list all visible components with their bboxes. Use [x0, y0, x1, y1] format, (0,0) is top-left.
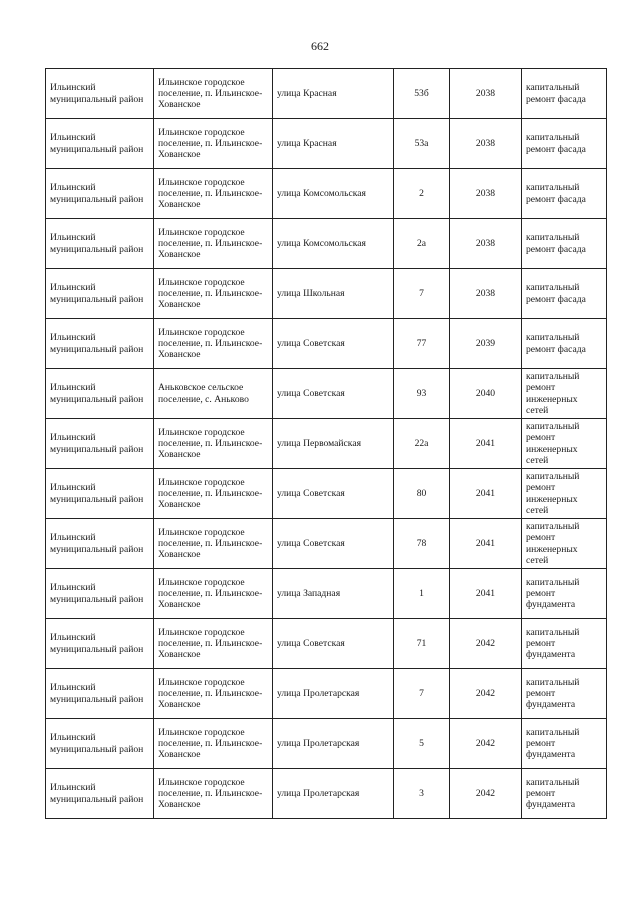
settlement-cell: Ильинское городское поселение, п. Ильинское-Хованское: [154, 519, 273, 569]
house-number-cell: 71: [394, 619, 450, 669]
year-cell: 2042: [450, 619, 522, 669]
table-row: [46, 669, 607, 719]
work-type-cell: капитальный ремонт инженерных сетей: [522, 469, 607, 519]
street-cell: улица Красная: [273, 119, 394, 169]
district-cell: Ильинский муниципальный район: [46, 519, 154, 569]
street-cell: улица Западная: [273, 569, 394, 619]
house-number-cell: 22а: [394, 419, 450, 469]
work-type-cell: капитальный ремонт фасада: [522, 169, 607, 219]
house-number-cell: 53а: [394, 119, 450, 169]
year-cell: 2038: [450, 69, 522, 119]
work-type-cell: капитальный ремонт фасада: [522, 269, 607, 319]
table-row: [46, 469, 607, 519]
district-cell: Ильинский муниципальный район: [46, 619, 154, 669]
table-row: [46, 119, 607, 169]
house-number-cell: 3: [394, 769, 450, 819]
work-type-cell: капитальный ремонт фасада: [522, 319, 607, 369]
settlement-cell: Ильинское городское поселение, п. Ильинское-Хованское: [154, 119, 273, 169]
house-number-cell: 93: [394, 369, 450, 419]
table-row: [46, 769, 607, 819]
street-cell: улица Школьная: [273, 269, 394, 319]
work-type-cell: капитальный ремонт фундамента: [522, 619, 607, 669]
table-row: [46, 319, 607, 369]
district-cell: Ильинский муниципальный район: [46, 269, 154, 319]
table-row: [46, 619, 607, 669]
settlement-cell: Ильинское городское поселение, п. Ильинское-Хованское: [154, 569, 273, 619]
table-row: [46, 169, 607, 219]
street-cell: улица Советская: [273, 519, 394, 569]
year-cell: 2042: [450, 669, 522, 719]
house-number-cell: 77: [394, 319, 450, 369]
work-type-cell: капитальный ремонт инженерных сетей: [522, 519, 607, 569]
district-cell: Ильинский муниципальный район: [46, 419, 154, 469]
year-cell: 2038: [450, 169, 522, 219]
year-cell: 2038: [450, 219, 522, 269]
street-cell: улица Советская: [273, 469, 394, 519]
street-cell: улица Красная: [273, 69, 394, 119]
house-number-cell: 78: [394, 519, 450, 569]
district-cell: Ильинский муниципальный район: [46, 119, 154, 169]
settlement-cell: Ильинское городское поселение, п. Ильинское-Хованское: [154, 469, 273, 519]
street-cell: улица Советская: [273, 319, 394, 369]
settlement-cell: Ильинское городское поселение, п. Ильинское-Хованское: [154, 69, 273, 119]
work-type-cell: капитальный ремонт инженерных сетей: [522, 419, 607, 469]
table-row: [46, 419, 607, 469]
district-cell: Ильинский муниципальный район: [46, 469, 154, 519]
settlement-cell: Ильинское городское поселение, п. Ильинское-Хованское: [154, 219, 273, 269]
work-type-cell: капитальный ремонт фундамента: [522, 669, 607, 719]
work-type-cell: капитальный ремонт инженерных сетей: [522, 369, 607, 419]
work-type-cell: капитальный ремонт фундамента: [522, 719, 607, 769]
year-cell: 2041: [450, 519, 522, 569]
settlement-cell: Аньковское сельское поселение, с. Аньково: [154, 369, 273, 419]
district-cell: Ильинский муниципальный район: [46, 369, 154, 419]
settlement-cell: Ильинское городское поселение, п. Ильинское-Хованское: [154, 719, 273, 769]
year-cell: 2041: [450, 469, 522, 519]
district-cell: Ильинский муниципальный район: [46, 769, 154, 819]
table-row: [46, 519, 607, 569]
district-cell: Ильинский муниципальный район: [46, 219, 154, 269]
settlement-cell: Ильинское городское поселение, п. Ильинское-Хованское: [154, 419, 273, 469]
street-cell: улица Комсомольская: [273, 169, 394, 219]
street-cell: улица Пролетарская: [273, 719, 394, 769]
table-row: [46, 719, 607, 769]
street-cell: улица Пролетарская: [273, 669, 394, 719]
settlement-cell: Ильинское городское поселение, п. Ильинское-Хованское: [154, 769, 273, 819]
house-number-cell: 5: [394, 719, 450, 769]
district-cell: Ильинский муниципальный район: [46, 569, 154, 619]
table-body: [46, 69, 607, 819]
table-row: [46, 269, 607, 319]
district-cell: Ильинский муниципальный район: [46, 169, 154, 219]
district-cell: Ильинский муниципальный район: [46, 719, 154, 769]
work-type-cell: капитальный ремонт фундамента: [522, 769, 607, 819]
year-cell: 2038: [450, 119, 522, 169]
year-cell: 2039: [450, 319, 522, 369]
table-row: [46, 69, 607, 119]
house-number-cell: 53б: [394, 69, 450, 119]
work-type-cell: капитальный ремонт фасада: [522, 219, 607, 269]
year-cell: 2041: [450, 419, 522, 469]
settlement-cell: Ильинское городское поселение, п. Ильинское-Хованское: [154, 619, 273, 669]
house-number-cell: 2а: [394, 219, 450, 269]
district-cell: Ильинский муниципальный район: [46, 69, 154, 119]
page-number: 662: [311, 39, 329, 53]
street-cell: улица Советская: [273, 369, 394, 419]
work-type-cell: капитальный ремонт фундамента: [522, 569, 607, 619]
street-cell: улица Первомайская: [273, 419, 394, 469]
settlement-cell: Ильинское городское поселение, п. Ильинское-Хованское: [154, 319, 273, 369]
house-number-cell: 80: [394, 469, 450, 519]
house-number-cell: 7: [394, 269, 450, 319]
house-number-cell: 1: [394, 569, 450, 619]
table-row: [46, 369, 607, 419]
house-number-cell: 7: [394, 669, 450, 719]
table-row: [46, 569, 607, 619]
year-cell: 2040: [450, 369, 522, 419]
year-cell: 2042: [450, 769, 522, 819]
table-row: [46, 219, 607, 269]
district-cell: Ильинский муниципальный район: [46, 669, 154, 719]
settlement-cell: Ильинское городское поселение, п. Ильинское-Хованское: [154, 669, 273, 719]
street-cell: улица Советская: [273, 619, 394, 669]
year-cell: 2042: [450, 719, 522, 769]
settlement-cell: Ильинское городское поселение, п. Ильинское-Хованское: [154, 169, 273, 219]
street-cell: улица Комсомольская: [273, 219, 394, 269]
year-cell: 2041: [450, 569, 522, 619]
district-cell: Ильинский муниципальный район: [46, 319, 154, 369]
settlement-cell: Ильинское городское поселение, п. Ильинское-Хованское: [154, 269, 273, 319]
work-type-cell: капитальный ремонт фасада: [522, 119, 607, 169]
street-cell: улица Пролетарская: [273, 769, 394, 819]
work-type-cell: капитальный ремонт фасада: [522, 69, 607, 119]
year-cell: 2038: [450, 269, 522, 319]
capital-repair-table: [45, 68, 607, 819]
house-number-cell: 2: [394, 169, 450, 219]
